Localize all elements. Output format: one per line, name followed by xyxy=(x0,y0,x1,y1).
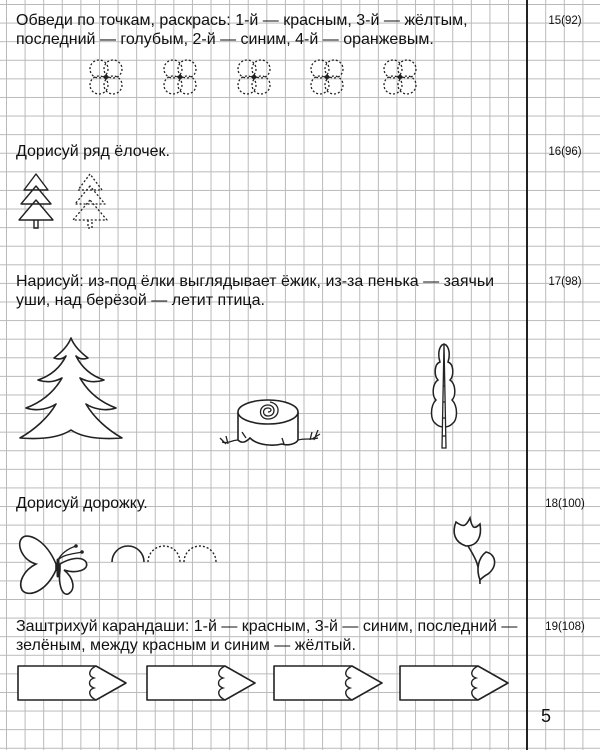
fir-tree-icon xyxy=(16,172,56,232)
large-fir-tree-icon xyxy=(16,336,126,448)
dotted-flower-icon xyxy=(236,58,272,98)
task-2-reference: 16(96) xyxy=(548,146,582,158)
task-5-instruction: Заштрихуй карандаши: 1-й — красным, 3-й — синим, последний — зелёным, между красным и синим — жёлтый. xyxy=(16,618,518,654)
dotted-flower-icon xyxy=(382,58,418,98)
task-4-instruction: Дорисуй дорожку. xyxy=(16,495,148,512)
arch-path-icon xyxy=(108,530,226,564)
task-3-instruction: Нарисуй: из-под ёлки выглядывает ёжик, из-за пенька — заячьи уши, над берёзой — летит птица. xyxy=(16,273,495,309)
pencil-icon xyxy=(16,664,128,702)
pencil-icon xyxy=(145,664,257,702)
dotted-flower-icon xyxy=(162,58,198,98)
page-margin-line xyxy=(526,0,528,750)
page-number: 5 xyxy=(541,706,552,726)
task-4-reference: 18(100) xyxy=(545,498,585,510)
pencil-icon xyxy=(398,664,510,702)
task-5-reference: 19(108) xyxy=(545,621,585,633)
birch-tree-icon xyxy=(420,340,468,452)
task-2-instruction: Дорисуй ряд ёлочек. xyxy=(16,143,170,160)
dotted-flower-icon xyxy=(88,58,124,98)
tree-stump-icon xyxy=(212,394,328,454)
task-1-instruction: Обведи по точкам, раскрась: 1-й — красным, 3-й — жёлтым, последний — голубым, 2-й — синим, 4-й — оранжевым. xyxy=(16,12,468,48)
task-1-reference: 15(92) xyxy=(548,15,582,27)
pencil-icon xyxy=(272,664,384,702)
butterfly-icon xyxy=(16,530,100,600)
tulip-icon xyxy=(440,506,504,588)
dotted-fir-tree-icon xyxy=(70,172,110,232)
task-3-reference: 17(98) xyxy=(548,276,582,288)
dotted-flower-icon xyxy=(309,58,345,98)
